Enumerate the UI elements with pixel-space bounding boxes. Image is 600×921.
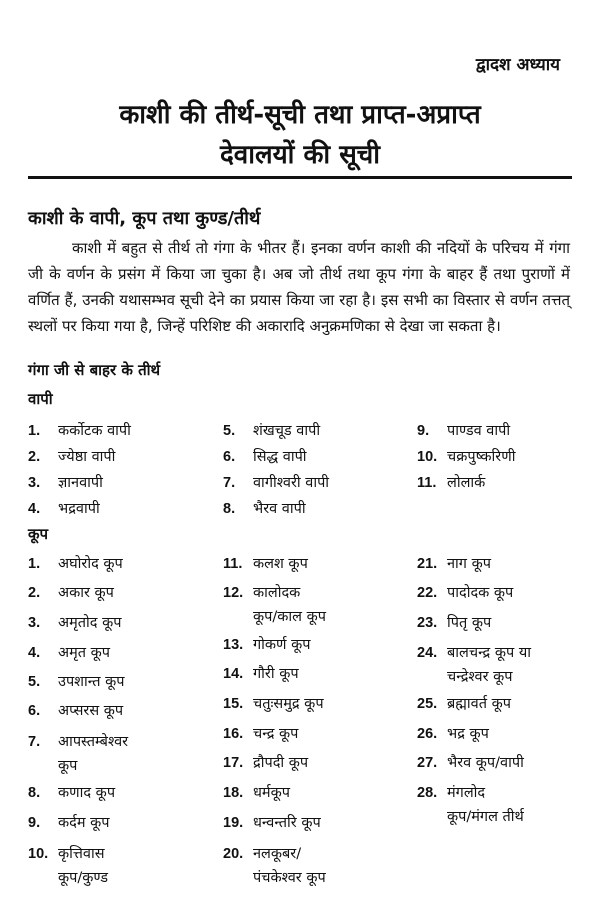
item-text: भैरव कूप/वापी xyxy=(447,755,524,771)
item-text-continued: पंचकेश्वर कूप xyxy=(253,870,326,886)
item-number: 9. xyxy=(28,815,41,831)
subheading-koop: कूप xyxy=(28,525,49,543)
item-number: 4. xyxy=(28,645,41,661)
item-text: पाण्डव वापी xyxy=(447,423,511,439)
item-number: 2. xyxy=(28,585,41,601)
item-number: 19. xyxy=(223,815,244,831)
item-text: पादोदक कूप xyxy=(447,585,514,601)
item-text: गोकर्ण कूप xyxy=(253,637,311,653)
item-text: चन्द्र कूप xyxy=(253,726,299,742)
item-number: 5. xyxy=(223,423,236,439)
title-line-2: देवालयों की सूची xyxy=(219,140,381,170)
item-number: 9. xyxy=(417,423,430,439)
item-number: 26. xyxy=(417,726,438,742)
item-text: आपस्तम्बेश्वर xyxy=(58,734,129,750)
subheading-outside-ganga: गंगा जी से बाहर के तीर्थ xyxy=(28,361,161,379)
item-text: अमृतोद कूप xyxy=(58,615,122,631)
item-text: गौरी कूप xyxy=(253,666,299,682)
item-text-continued: कूप/काल कूप xyxy=(253,609,326,625)
item-text: कर्कोटक वापी xyxy=(58,423,131,439)
item-text: शंखचूड वापी xyxy=(253,423,321,439)
item-text: चतुःसमुद्र कूप xyxy=(253,696,324,712)
item-text: उपशान्त कूप xyxy=(58,674,125,690)
item-text: भद्रवापी xyxy=(58,501,100,517)
item-text: नाग कूप xyxy=(447,556,491,572)
item-text: भैरव वापी xyxy=(253,501,306,517)
item-text: वागीश्वरी वापी xyxy=(253,475,330,491)
item-number: 2. xyxy=(28,449,41,465)
item-text: लोलार्क xyxy=(447,475,486,491)
item-number: 12. xyxy=(223,585,244,601)
item-number: 21. xyxy=(417,556,438,572)
item-text: सिद्ध वापी xyxy=(253,449,307,465)
item-number: 27. xyxy=(417,755,438,771)
item-number: 10. xyxy=(28,846,49,862)
item-text-continued: कूप xyxy=(58,758,78,774)
item-text: ब्रह्मावर्त कूप xyxy=(447,696,511,712)
item-text: बालचन्द्र कूप या xyxy=(447,645,532,661)
subheading-vapi: वापी xyxy=(28,390,53,408)
item-number: 8. xyxy=(28,785,41,801)
item-number: 28. xyxy=(417,785,438,801)
title-line-1: काशी की तीर्थ-सूची तथा प्राप्त-अप्राप्त xyxy=(119,100,481,130)
item-number: 7. xyxy=(28,734,41,750)
item-number: 3. xyxy=(28,475,41,491)
item-number: 16. xyxy=(223,726,244,742)
item-number: 5. xyxy=(28,674,41,690)
item-text: मंगलोद xyxy=(447,785,486,801)
item-number: 1. xyxy=(28,556,41,572)
item-text: धर्मकूप xyxy=(253,785,290,801)
item-text: अप्सरस कूप xyxy=(58,703,124,719)
item-number: 18. xyxy=(223,785,244,801)
item-number: 17. xyxy=(223,755,244,771)
item-text-continued: चन्द्रेश्वर कूप xyxy=(447,669,513,685)
item-text: ज्येष्ठा वापी xyxy=(58,449,116,465)
item-number: 13. xyxy=(223,637,244,653)
item-text: पितृ कूप xyxy=(447,615,492,631)
chapter-label: द्वादश अध्याय xyxy=(475,55,560,75)
item-number: 24. xyxy=(417,645,438,661)
item-text: नलकूबर/ xyxy=(253,846,302,862)
item-text: अकार कूप xyxy=(58,585,114,601)
intro-paragraph xyxy=(28,235,570,339)
item-text-continued: कूप/कुण्ड xyxy=(58,870,109,886)
item-number: 14. xyxy=(223,666,244,682)
title-divider xyxy=(28,176,572,179)
item-text: अघोरोद कूप xyxy=(58,556,123,572)
item-number: 7. xyxy=(223,475,236,491)
item-text: कर्दम कूप xyxy=(58,815,110,831)
item-number: 11. xyxy=(223,556,243,572)
item-text: भद्र कूप xyxy=(447,726,489,742)
item-text: द्रौपदी कूप xyxy=(253,755,309,771)
item-number: 1. xyxy=(28,423,41,439)
item-number: 11. xyxy=(417,475,437,491)
item-text: कणाद कूप xyxy=(58,785,116,801)
item-text: ज्ञानवापी xyxy=(58,475,103,491)
item-number: 6. xyxy=(28,703,41,719)
item-number: 3. xyxy=(28,615,41,631)
item-number: 20. xyxy=(223,846,244,862)
item-text: कालोदक xyxy=(253,585,301,601)
item-text: कृत्तिवास xyxy=(58,846,105,862)
item-number: 23. xyxy=(417,615,438,631)
item-text: अमृत कूप xyxy=(58,645,110,661)
item-text: धन्वन्तरि कूप xyxy=(253,815,321,831)
item-number: 6. xyxy=(223,449,236,465)
item-text: कलश कूप xyxy=(253,556,308,572)
item-number: 8. xyxy=(223,501,236,517)
item-text-continued: कूप/मंगल तीर्थ xyxy=(447,809,524,825)
page-title xyxy=(0,95,600,175)
item-number: 4. xyxy=(28,501,41,517)
item-number: 15. xyxy=(223,696,244,712)
intro-paragraph-text: काशी में बहुत से तीर्थ तो गंगा के भीतर हैं। इनका वर्णन काशी की नदियों के परिचय में गंगा जी के वर्णन के प्रसंग में किया जा चुका है। अब जो तीर्थ तथा कूप गंगा के बाहर हैं तथा पुराणों में वर्णित हैं, उनकी यथासम्भव सूची देने का प्रयास किया जा रहा है। इस सभी का विस्तार से वर्णन तत्तत् स्थलों पर किया गया है, जिन्हें परिशिष्ट की अकारादि अनुक्रमणिका से देखा जा सकता है। xyxy=(28,239,570,335)
section-heading: काशी के वापी, कूप तथा कुण्ड/तीर्थ xyxy=(28,208,261,229)
item-number: 22. xyxy=(417,585,438,601)
item-number: 10. xyxy=(417,449,438,465)
item-text: चक्रपुष्करिणी xyxy=(447,449,516,465)
item-number: 25. xyxy=(417,696,438,712)
